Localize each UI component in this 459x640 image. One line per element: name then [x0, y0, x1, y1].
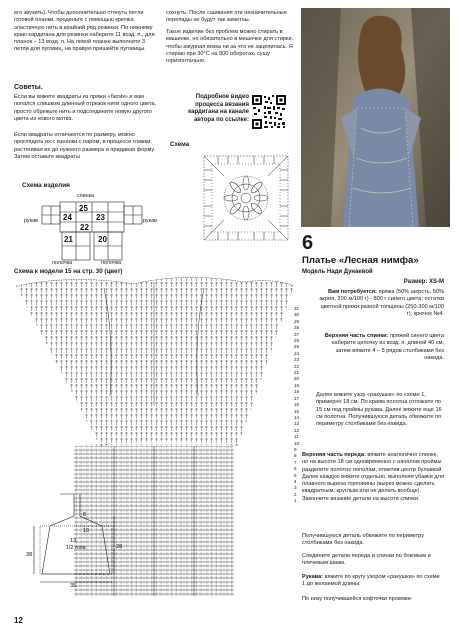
col1-para1: его звузить). Чтобы дополнительно стянуть петли готовой планки, проденьте с помощью крючка эластичную нить в крайний ряд резинки. По нижнему краю кардигана для резинки наберите 11 возд. п., для планок – 13 возд. п. На левой планке выполните 3 петли для пуговиц, на правую пришейте пуговицы. [14, 10, 155, 53]
col1-tip1: Если вы вяжете квадраты из пряжи «батик» и вам попался слишком длинный отрезок нити одного цвета, просто обрежьте нить и подсоедините новую другого цвета из нового мотка. [14, 94, 157, 122]
square-motif-chart [198, 150, 294, 246]
sleeves-text: Рукава: вяжите по кругу узором «ракушки» по схеме 1 до желаемой длины. [302, 574, 440, 588]
svg-text:28: 28 [116, 544, 123, 550]
svg-text:6: 6 [83, 512, 87, 518]
col1-tip2: Если квадраты отличаются по размеру, можно проглядить их с изнанки с паром, в процессе глажки растягивая их до нужного размера и придавая форму. Затем оставьте квадраты [14, 132, 156, 160]
svg-text:13: 13 [70, 538, 77, 544]
product-scheme-title: Схема изделия [22, 182, 70, 189]
materials: Вам потребуется: пряжа (50% шерсть, 50% акрил, 200 м/100 г) - 800 г синего цвета; остатки цветной пряжи разной толщины (250-300 м/100 г); крючок №4. [319, 289, 444, 317]
dress-title: Платье «Лесная нимфа» [302, 255, 419, 266]
assembly-text: Получившуюся деталь обвяжите по периметру столбиками без накида. [302, 533, 425, 547]
label-sleeve-right: рукав [143, 218, 157, 224]
qr-code[interactable] [252, 95, 286, 129]
bottom-text: По низу получившейся кофточки провяжи- [302, 596, 413, 602]
page-number: 12 [14, 616, 23, 625]
front-part: Верхняя часть переда: вяжите аналогично спинке, но на высоте 18 см одновременно с началом проймы разделите полотно пополам, отметив центр булавкой. Далее каждую вяжите отдельно, выполняя убавки для плавного выреза горловины (вырез можно сделать квадратным, круглым или не делать вообще). Закончите вязание детали на высоте спинки. [302, 452, 444, 502]
video-note: Подробное видео процесса вязания кардигана на канале автора по ссылке: [188, 94, 249, 123]
svg-text:20: 20 [98, 235, 107, 244]
dress-size: Размер: XS-M [403, 279, 444, 285]
dress-author: Модель Нади Дунаевой [302, 269, 373, 275]
svg-text:24: 24 [63, 213, 72, 222]
row-numbers: 31 30 29 28 27 26 25 24 23 22 21 20 19 18 17 16 15 14 13 12 11 10 9 8 7 6 5 4 3 2 1 [294, 306, 300, 504]
tips-title: Советы. [14, 84, 43, 91]
dress-number: 6 [302, 232, 314, 254]
col2-para1: сохнуть. После сшивания эти незначительные перепады не будут так заметны. [166, 10, 287, 24]
svg-text:35: 35 [70, 583, 77, 589]
svg-text:21: 21 [64, 235, 73, 244]
label-back: спинка [77, 193, 95, 199]
pattern-chart [14, 276, 296, 600]
label-front-left: полочка [52, 260, 73, 266]
svg-text:23: 23 [96, 213, 105, 222]
join-text: Соедините детали переда и спинки по боковым и плечевым швам. [302, 553, 431, 567]
label-front-right: полочка [101, 260, 122, 266]
scheme-label: Схема [170, 141, 190, 148]
svg-text:10: 10 [83, 528, 90, 534]
back-part: Верхняя часть спинки: пряжей синего цвета наберите цепочку из возд. п. длиной 40 см, затем вяжите 4 – 5 рядов столбиками без накида. [324, 333, 444, 361]
svg-text:22: 22 [80, 223, 89, 232]
top-label: 1/2 топа [66, 545, 86, 551]
svg-text:25: 25 [79, 204, 88, 213]
label-sleeve-left: рукав [24, 218, 38, 224]
pattern-text: Далее вяжите узор «ракушки» по схеме 1, примерно 18 см. По краям полотна отложите по 15 см под проймы рукава. Далее вяжите еще 16 см полотна. Получившуюся деталь обвяжите по периметру столбиками без накида. [316, 392, 442, 428]
svg-text:38: 38 [26, 552, 33, 558]
model-scheme-title: Схема к модели 15 на стр. 30 (цвет) [14, 268, 123, 275]
model-photo [301, 8, 450, 227]
col2-para2: Такое изделие без проблем можно стирать в машинке, но обязательно в мешочке для стирки, чтобы ажурная вязка ни за что не зацепилась. Я стираю при 30°С на 800 оборотах, сушу горизонтально. [166, 29, 294, 65]
